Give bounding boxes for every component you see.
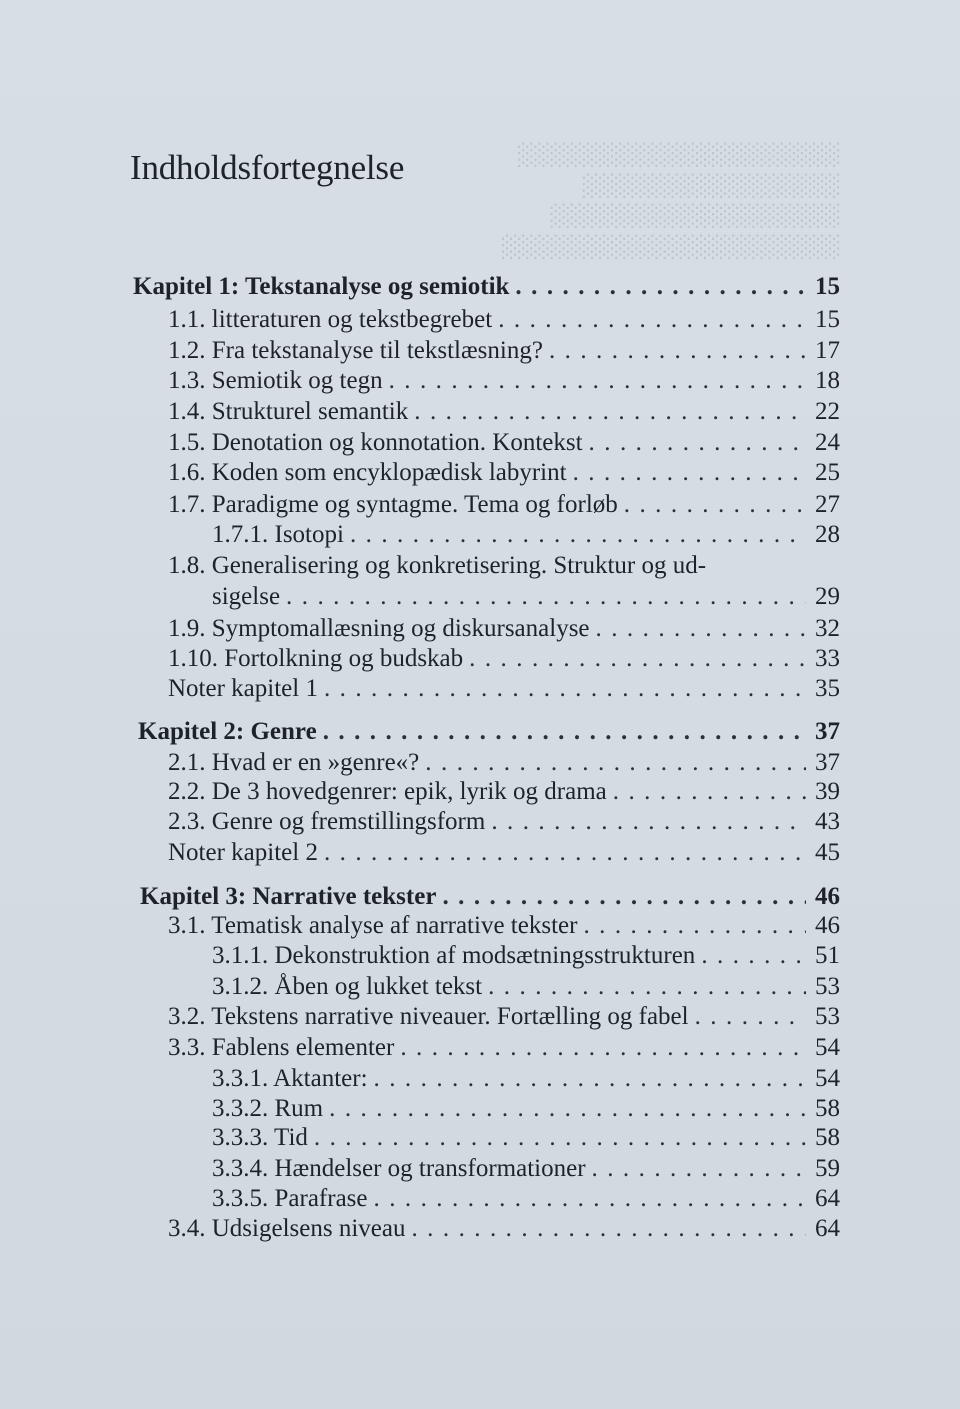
toc-entry bbox=[168, 807, 840, 837]
toc-entry bbox=[168, 1214, 840, 1244]
dot-leader bbox=[350, 520, 806, 550]
toc-page-number: 37 bbox=[815, 749, 840, 776]
toc-entry-label: 1.7. Paradigme og syntagme. Tema og forløb bbox=[168, 491, 618, 518]
toc-entry-label: 1.9. Symptomallæsning og diskursanalyse bbox=[168, 615, 590, 642]
dot-leader bbox=[701, 941, 806, 971]
toc-entry-label: 1.1. litteraturen og tekstbegrebet bbox=[168, 306, 493, 333]
toc-entry-label: 2.1. Hvad er en »genre«? bbox=[168, 749, 420, 776]
dot-leader bbox=[515, 272, 806, 302]
toc-page-number: 58 bbox=[815, 1124, 840, 1151]
toc-entry-label: Kapitel 1: Tekstanalyse og semiotik bbox=[133, 273, 510, 300]
dot-leader bbox=[414, 397, 806, 427]
toc-entry-label: 1.7.1. Isotopi bbox=[212, 521, 344, 548]
toc-page-number: 54 bbox=[815, 1065, 840, 1092]
toc-page-number: 53 bbox=[815, 1003, 840, 1030]
dot-leader bbox=[286, 582, 806, 612]
dot-leader bbox=[389, 366, 806, 396]
toc-chapter-entry bbox=[140, 882, 840, 912]
dot-leader bbox=[596, 614, 806, 644]
toc-entry-label: 3.3.5. Parafrase bbox=[212, 1185, 368, 1212]
dot-leader bbox=[589, 428, 806, 458]
toc-entry bbox=[168, 838, 840, 868]
toc-page-number: 35 bbox=[815, 675, 840, 702]
toc-page-number: 46 bbox=[815, 912, 840, 939]
dot-leader bbox=[488, 972, 806, 1002]
dot-leader bbox=[425, 748, 806, 778]
toc-entry bbox=[168, 911, 840, 941]
toc-page-number: 39 bbox=[815, 778, 840, 805]
toc-page-number: 45 bbox=[815, 839, 840, 866]
dot-leader bbox=[469, 644, 806, 674]
toc-entry bbox=[168, 366, 840, 396]
dot-leader bbox=[583, 911, 806, 941]
toc-entry bbox=[168, 1033, 840, 1063]
toc-entry bbox=[168, 674, 840, 704]
toc-entry-label: sigelse bbox=[212, 583, 281, 610]
toc-page-number: 58 bbox=[815, 1095, 840, 1122]
toc-entry-label: 3.1.2. Åben og lukket tekst bbox=[212, 973, 483, 1000]
dot-leader bbox=[400, 1033, 806, 1063]
dot-leader bbox=[573, 458, 806, 488]
toc-page-number: 22 bbox=[815, 398, 840, 425]
toc-entry-label: 1.10. Fortolkning og budskab bbox=[168, 645, 464, 672]
toc-page-number: 64 bbox=[815, 1185, 840, 1212]
dot-leader bbox=[442, 882, 806, 912]
toc-entry bbox=[212, 1154, 840, 1184]
dot-leader bbox=[374, 1184, 807, 1214]
toc-entry bbox=[168, 614, 840, 644]
toc-entry bbox=[212, 972, 840, 1002]
toc-entry-label: 3.1. Tematisk analyse af narrative tekster bbox=[168, 912, 578, 939]
toc-page-number: 64 bbox=[815, 1215, 840, 1242]
toc-entry-label: 3.2. Tekstens narrative niveauer. Fortælling og fabel bbox=[168, 1003, 689, 1030]
toc-page-number: 29 bbox=[815, 583, 840, 610]
toc-entry-label: 3.3.4. Hændelser og transformationer bbox=[212, 1155, 586, 1182]
toc-entry-label: Kapitel 3: Narrative tekster bbox=[140, 883, 437, 910]
toc-page-number: 18 bbox=[815, 367, 840, 394]
toc-page-number: 59 bbox=[815, 1155, 840, 1182]
dot-leader bbox=[324, 674, 806, 704]
toc-entry bbox=[168, 490, 840, 520]
toc-entry bbox=[168, 551, 840, 581]
dot-leader bbox=[314, 1123, 806, 1153]
toc-entry-label: 2.3. Genre og fremstillingsform bbox=[168, 808, 486, 835]
toc-entry-label: 1.3. Semiotik og tegn bbox=[168, 367, 383, 394]
toc-entry-label: 1.6. Koden som encyklopædisk labyrint bbox=[168, 459, 567, 486]
toc-entry-label: Kapitel 2: Genre bbox=[138, 718, 317, 745]
dot-leader bbox=[329, 1094, 806, 1124]
toc-page-number: 27 bbox=[815, 491, 840, 518]
toc-entry bbox=[168, 336, 840, 366]
toc-entry-label: 2.2. De 3 hovedgenrer: epik, lyrik og drama bbox=[168, 778, 607, 805]
dot-leader bbox=[592, 1154, 806, 1184]
toc-entry bbox=[168, 305, 840, 335]
toc-entry-label: 1.8. Generalisering og konkretisering. Struktur og ud- bbox=[168, 552, 707, 579]
toc-entry bbox=[168, 748, 840, 778]
dot-leader bbox=[498, 305, 806, 335]
toc-chapter-entry bbox=[133, 272, 840, 302]
toc-page-number: 51 bbox=[815, 942, 840, 969]
toc-entry-label: 3.3.1. Aktanter: bbox=[212, 1065, 368, 1092]
toc-entry-label: 3.1.1. Dekonstruktion af modsætningsstrukturen bbox=[212, 942, 696, 969]
toc-page-number: 37 bbox=[815, 718, 840, 745]
toc-entry bbox=[212, 1184, 840, 1214]
toc-page-number: 15 bbox=[815, 306, 840, 333]
toc-page-number: 24 bbox=[815, 429, 840, 456]
toc-page-number: 15 bbox=[815, 273, 840, 300]
dot-leader bbox=[613, 777, 806, 807]
toc-page-number: 28 bbox=[815, 521, 840, 548]
toc-page-number: 32 bbox=[815, 615, 840, 642]
toc-entry bbox=[168, 458, 840, 488]
toc-page-number: 54 bbox=[815, 1034, 840, 1061]
page-title: Indholdsfortegnelse bbox=[130, 148, 405, 187]
toc-entry-label: 3.3. Fablens elementer bbox=[168, 1034, 395, 1061]
toc-entry bbox=[212, 1064, 840, 1094]
dot-leader bbox=[695, 1002, 806, 1032]
toc-entry bbox=[168, 777, 840, 807]
dot-leader bbox=[374, 1064, 806, 1094]
toc-entry bbox=[168, 397, 840, 427]
toc-page-number: 53 bbox=[815, 973, 840, 1000]
toc-entry-label: 3.3.3. Tid bbox=[212, 1124, 308, 1151]
dot-leader bbox=[324, 838, 806, 868]
toc-page-number: 25 bbox=[815, 459, 840, 486]
dot-leader bbox=[491, 807, 806, 837]
toc-page-number: 17 bbox=[815, 337, 840, 364]
toc-entry-label: Noter kapitel 2 bbox=[168, 839, 318, 866]
toc-entry bbox=[212, 520, 840, 550]
dot-leader bbox=[411, 1214, 806, 1244]
toc-entry-label: Noter kapitel 1 bbox=[168, 675, 318, 702]
toc-entry bbox=[212, 582, 840, 612]
dot-leader bbox=[549, 336, 806, 366]
toc-entry bbox=[212, 941, 840, 971]
toc-chapter-entry bbox=[138, 717, 840, 747]
toc-page-number: 33 bbox=[815, 645, 840, 672]
toc-entry bbox=[168, 644, 840, 674]
toc-entry-label: 1.2. Fra tekstanalyse til tekstlæsning? bbox=[168, 337, 543, 364]
toc-entry-label: 3.4. Udsigelsens niveau bbox=[168, 1215, 406, 1242]
dot-leader bbox=[624, 490, 806, 520]
toc-entry bbox=[168, 428, 840, 458]
toc-entry bbox=[212, 1123, 840, 1153]
toc-entry-label: 1.5. Denotation og konnotation. Kontekst bbox=[168, 429, 583, 456]
toc-page-number: 46 bbox=[815, 883, 840, 910]
toc-entry-label: 1.4. Strukturel semantik bbox=[168, 398, 409, 425]
toc-entry-label: 3.3.2. Rum bbox=[212, 1095, 324, 1122]
show-through-text: ░░░░░░░░░░░░░░░░░░░░ ░░░░░░░░░░░░░░░░ ░░░░░░░░░░░░░░░░░░ ░░░░░░░░░░░░░░░░░░░░░ bbox=[500, 143, 840, 259]
dot-leader bbox=[323, 717, 806, 747]
toc-entry bbox=[168, 1002, 840, 1032]
toc-page-number: 43 bbox=[815, 808, 840, 835]
toc-entry bbox=[212, 1094, 840, 1124]
